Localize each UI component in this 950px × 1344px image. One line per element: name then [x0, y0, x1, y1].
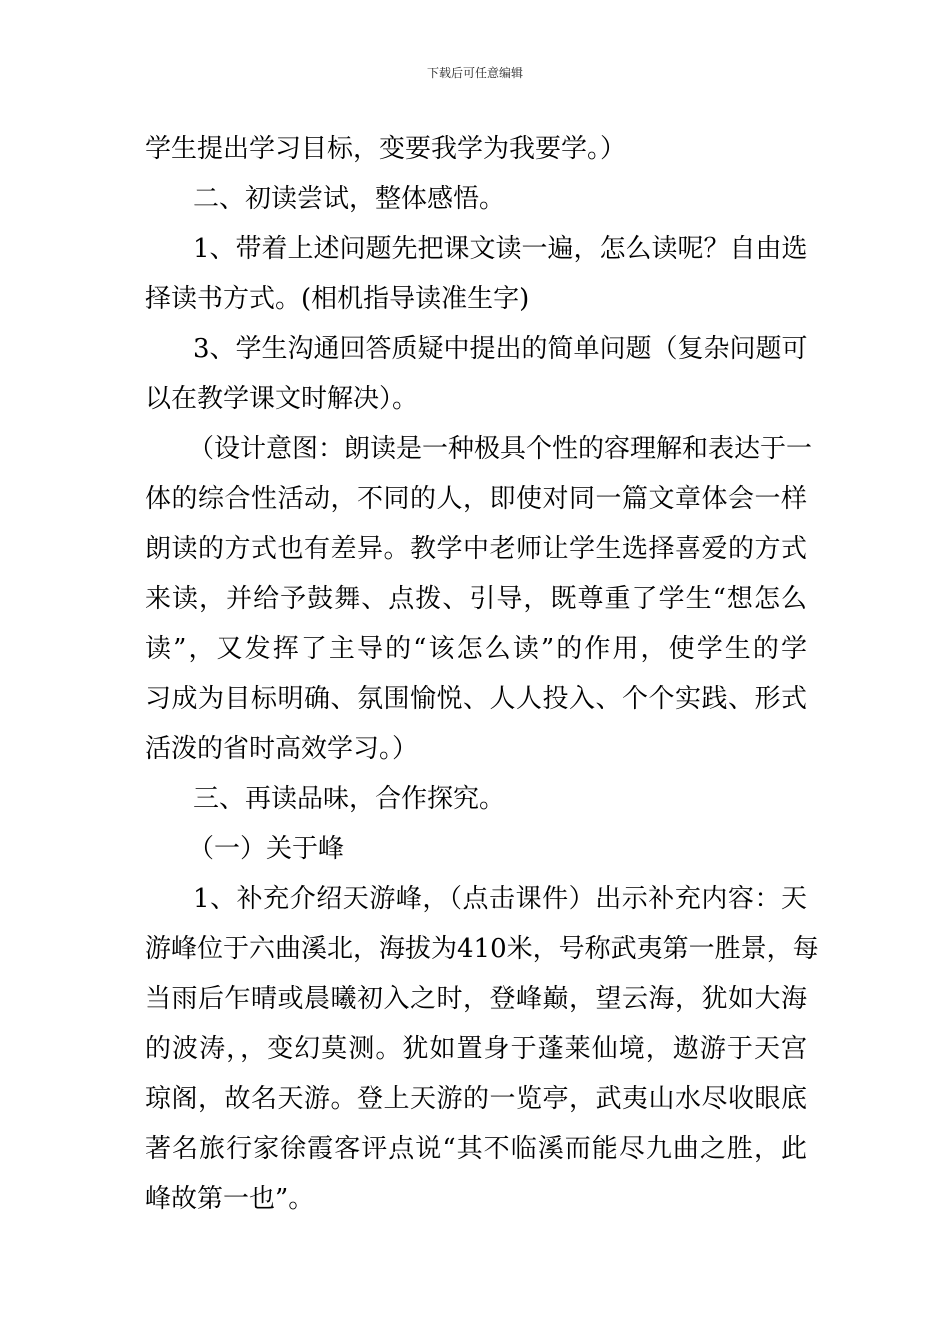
subsection-heading: （一）关于峰 — [188, 834, 345, 864]
paragraph-line: 琼阁，故名天游。登上天游的一览亭，武夷山水尽收眼底 — [145, 1084, 807, 1114]
paragraph-line: 1、补充介绍天游峰，（点击课件）出示补充内容：天 — [193, 884, 807, 914]
section-heading: 二、初读尝试，整体感悟。 — [193, 184, 506, 214]
paragraph-line: 1、带着上述问题先把课文读一遍，怎么读呢？自由选 — [193, 234, 808, 264]
paragraph-line: 当雨后乍晴或晨曦初入之时，登峰巅，望云海，犹如大海 — [145, 984, 807, 1014]
paragraph-line: 著名旅行家徐霞客评点说“其不临溪而能尽九曲之胜，此 — [145, 1134, 807, 1164]
paragraph-line: 的波涛，，变幻莫测。犹如置身于蓬莱仙境，遨游于天宫 — [145, 1034, 807, 1064]
paragraph-line: 朗读的方式也有差异。教学中老师让学生选择喜爱的方式 — [145, 534, 807, 564]
paragraph-line: 活泼的省时高效学习。） — [145, 734, 419, 764]
paragraph-line: 3、学生沟通回答质疑中提出的简单问题（复杂问题可 — [193, 334, 808, 364]
paragraph-line: 游峰位于六曲溪北，海拔为410米，号称武夷第一胜景，每 — [145, 934, 819, 964]
page-header: 下载后可任意编辑 — [426, 66, 523, 80]
paragraph-line: 以在教学课文时解决）。 — [145, 384, 419, 414]
paragraph-line: 读”，又发挥了主导的“该怎么读”的作用，使学生的学 — [145, 634, 807, 664]
paragraph-line: 择读书方式。(相机指导读准生字) — [145, 284, 530, 314]
paragraph-line: 体的综合性活动，不同的人，即使对同一篇文章体会一样 — [145, 484, 807, 514]
paragraph-line: 峰故第一也”。 — [145, 1184, 315, 1214]
paragraph-line: 习成为目标明确、氛围愉悦、人人投入、个个实践、形式 — [145, 684, 807, 714]
section-heading: 三、再读品味，合作探究。 — [193, 784, 506, 814]
paragraph-line: 来读，并给予鼓舞、点拨、引导，既尊重了学生“想怎么 — [145, 584, 807, 614]
paragraph-line: （设计意图：朗读是一种极具个性的容理解和表达于一 — [188, 434, 813, 464]
paragraph-line: 学生提出学习目标，变要我学为我要学。） — [145, 134, 627, 164]
